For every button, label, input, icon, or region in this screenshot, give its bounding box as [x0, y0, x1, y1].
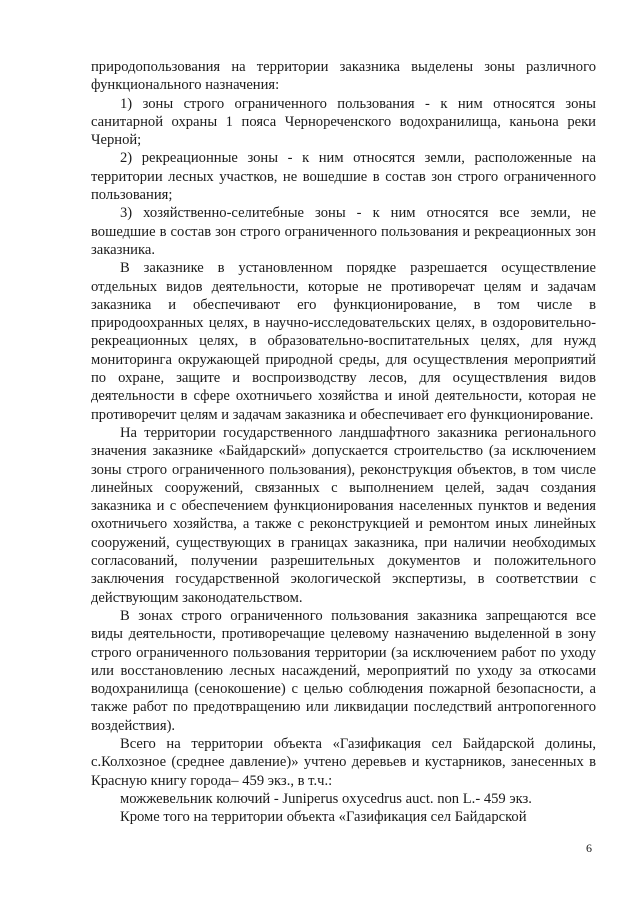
paragraph-construction: На территории государственного ландшафтного заказника регионального значения заказнике «Байдарский» допускается строительство (за исключением зоны строго ограниченного пользования), реконструкция объектов, в том числе линейных сооружений, связанных с выполнением целей, задач создания заказника и с обеспечением функционирования населенных пунктов и ведения охотничьего хозяйства, а также с реконструкцией и ремонтом иных линейных сооружений, существующих в границах заказника, при наличии необходимых согласований, получении разрешительных документов и положительного заключения государственной экологической экспертизы, в соответствии с действующим законодательством. [91, 424, 596, 606]
paragraph-zone-3: 3) хозяйственно-селитебные зоны - к ним относятся все земли, не вошедшие в состав зон строго ограниченного пользования и рекреационных зон заказника. [91, 205, 596, 258]
paragraph-zone-1: 1) зоны строго ограниченного пользования - к ним относятся зоны санитарной охраны 1 пояса Чернореченского водохранилища, каньона реки Черной; [91, 95, 596, 149]
paragraph-continuation: природопользования на территории заказника выделены зоны различного функционального назначения: [91, 59, 596, 94]
paragraph-red-book-count: Всего на территории объекта «Газификация сел Байдарской долины, с.Колхозное (среднее давление)» учтено деревьев и кустарников, занесенных в Красную книгу города– 459 экз., в т.ч.: [91, 735, 596, 789]
paragraph-species-entry: можжевельник колючий - Juniperus oxycedrus auct. non L.- 459 экз. [120, 790, 532, 807]
paragraph-permitted-activities: В заказнике в установленном порядке разрешается осуществление отдельных видов деятельности, которые не противоречат целям и задачам заказника и обеспечивают его функционирование, в том числе в природоохранных целях, в научно-исследовательских целях, в оздоровительно-рекреационных целях, в образовательно-воспитательных целях, для нужд мониторинга окружающей природной среды, для осуществления мероприятий по охране, защите и воспроизводству лесов, для осуществления видов деятельности в сфере охотничьего хозяйства и иной деятельности, которая не противоречит целям и задачам заказника и обеспечивает его функционирование. [91, 260, 596, 423]
paragraph-prohibitions: В зонах строго ограниченного пользования заказника запрещаются все виды деятельности, противоречащие целевому назначению выделенной в зону строго ограниченного пользования территории (за исключением работ по уходу или восстановлению лесных насаждений, мероприятий по уходу за откосами водохранилища (сенокошение) с целью соблюдения пожарной безопасности, а также работ по предотвращению или ликвидации последствий антропогенного воздействия). [91, 607, 596, 734]
paragraph-zone-2: 2) рекреационные зоны - к ним относятся земли, расположенные на территории лесных участков, не вошедшие в состав зон строго ограниченного пользования; [91, 150, 596, 204]
page-number: 6 [586, 841, 592, 855]
paragraph-continued: Кроме того на территории объекта «Газификация сел Байдарской [120, 809, 527, 826]
body-text [91, 58, 596, 826]
